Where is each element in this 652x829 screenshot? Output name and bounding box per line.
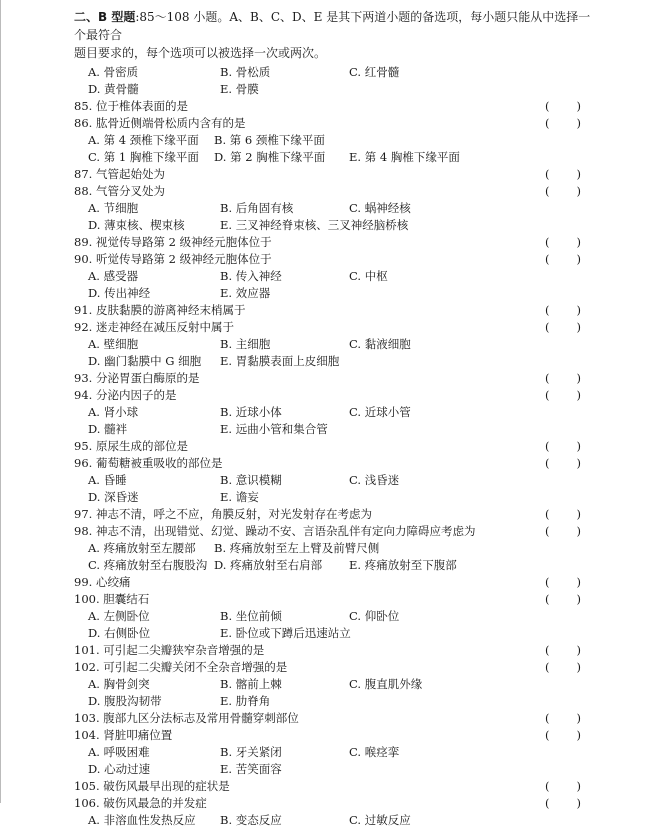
option-item: C. 近球小管 bbox=[349, 405, 411, 419]
answer-paren-close: ) bbox=[576, 167, 581, 181]
question-text: 92. 迷走神经在减压反射中属于 bbox=[74, 320, 234, 334]
answer-paren-close: ) bbox=[576, 728, 581, 742]
answer-paren-close: ) bbox=[576, 99, 581, 113]
section-heading: 二、B 型题 bbox=[74, 10, 136, 24]
option-row bbox=[74, 812, 592, 829]
option-item: A. 非溶血性发热反应 bbox=[88, 813, 196, 827]
answer-paren-close: ) bbox=[576, 116, 581, 130]
question-row bbox=[74, 302, 592, 319]
answer-paren-close: ) bbox=[576, 575, 581, 589]
option-row bbox=[74, 608, 592, 625]
answer-paren-close: ) bbox=[576, 507, 581, 521]
option-item: D. 第 2 胸椎下缘平面 bbox=[214, 150, 326, 164]
option-item: D. 深昏迷 bbox=[88, 490, 139, 504]
option-item: A. 胸骨剑突 bbox=[88, 677, 150, 691]
option-row bbox=[74, 472, 592, 489]
answer-paren-open: ( bbox=[545, 303, 550, 317]
answer-paren-close: ) bbox=[576, 235, 581, 249]
question-text: 93. 分泌胃蛋白酶原的是 bbox=[74, 371, 200, 385]
option-row bbox=[74, 676, 592, 693]
option-item: B. 骨松质 bbox=[220, 65, 271, 79]
option-item: D. 腹股沟韧带 bbox=[88, 694, 162, 708]
option-row bbox=[74, 540, 592, 557]
option-item: B. 髂前上棘 bbox=[220, 677, 282, 691]
question-row bbox=[74, 455, 592, 472]
answer-paren-open: ( bbox=[545, 99, 550, 113]
answer-paren-close: ) bbox=[576, 252, 581, 266]
question-text: 106. 破伤风最急的并发症 bbox=[74, 796, 207, 810]
option-item: E. 三叉神经脊束核、三叉神经脑桥核 bbox=[220, 218, 409, 232]
answer-paren-close: ) bbox=[576, 711, 581, 725]
question-row bbox=[74, 387, 592, 404]
question-row bbox=[74, 727, 592, 744]
option-item: B. 牙关紧闭 bbox=[220, 745, 282, 759]
option-item: C. 黏液细胞 bbox=[349, 337, 411, 351]
question-text: 95. 原尿生成的部位是 bbox=[74, 439, 188, 453]
answer-paren-close: ) bbox=[576, 303, 581, 317]
answer-paren-open: ( bbox=[545, 711, 550, 725]
option-item: C. 第 1 胸椎下缘平面 bbox=[88, 150, 199, 164]
intro-line-1 bbox=[74, 8, 592, 44]
option-item: A. 感受器 bbox=[88, 269, 139, 283]
question-row bbox=[74, 523, 592, 540]
option-item: B. 传入神经 bbox=[220, 269, 282, 283]
question-row bbox=[74, 251, 592, 268]
option-item: D. 黄骨髓 bbox=[88, 82, 139, 96]
question-row bbox=[74, 778, 592, 795]
option-row bbox=[74, 404, 592, 421]
option-item: E. 卧位或下蹲后迅速站立 bbox=[220, 626, 351, 640]
option-row bbox=[74, 64, 592, 81]
option-row bbox=[74, 217, 592, 234]
answer-paren-open: ( bbox=[545, 184, 550, 198]
question-row bbox=[74, 234, 592, 251]
option-row bbox=[74, 200, 592, 217]
question-text: 98. 神志不清，出现错觉、幻觉、躁动不安、言语杂乱伴有定向力障碍应考虑为 bbox=[74, 524, 476, 538]
option-item: E. 第 4 胸椎下缘平面 bbox=[349, 150, 460, 164]
answer-paren-open: ( bbox=[545, 167, 550, 181]
question-row bbox=[74, 319, 592, 336]
option-item: E. 效应器 bbox=[220, 286, 271, 300]
option-item: A. 壁细胞 bbox=[88, 337, 139, 351]
question-text: 103. 腹部九区分法标志及常用骨髓穿刺部位 bbox=[74, 711, 299, 725]
option-item: D. 髓袢 bbox=[88, 422, 128, 436]
answer-paren-close: ) bbox=[576, 643, 581, 657]
answer-paren-open: ( bbox=[545, 320, 550, 334]
answer-paren-close: ) bbox=[576, 320, 581, 334]
option-item: A. 节细胞 bbox=[88, 201, 139, 215]
question-text: 91. 皮肤黏膜的游离神经末梢属于 bbox=[74, 303, 246, 317]
option-item: C. 中枢 bbox=[349, 269, 388, 283]
option-item: E. 疼痛放射至下腹部 bbox=[349, 558, 457, 572]
question-text: 105. 破伤风最早出现的症状是 bbox=[74, 779, 230, 793]
question-text: 86. 肱骨近侧端骨松质内含有的是 bbox=[74, 116, 246, 130]
option-row bbox=[74, 489, 592, 506]
answer-paren-close: ) bbox=[576, 524, 581, 538]
question-row bbox=[74, 438, 592, 455]
option-item: A. 肾小球 bbox=[88, 405, 139, 419]
question-text: 104. 肾脏叩痛位置 bbox=[74, 728, 173, 742]
question-text: 102. 可引起二尖瓣关闭不全杂音增强的是 bbox=[74, 660, 288, 674]
question-text: 94. 分泌内因子的是 bbox=[74, 388, 177, 402]
answer-paren-open: ( bbox=[545, 728, 550, 742]
option-item: A. 疼痛放射至左腰部 bbox=[88, 541, 196, 555]
option-item: B. 第 6 颈椎下缘平面 bbox=[214, 133, 325, 147]
option-item: C. 喉痉挛 bbox=[349, 745, 400, 759]
question-row bbox=[74, 642, 592, 659]
option-row bbox=[74, 81, 592, 98]
option-item: E. 骨膜 bbox=[220, 82, 259, 96]
option-item: D. 心动过速 bbox=[88, 762, 151, 776]
question-list bbox=[74, 64, 592, 829]
answer-paren-open: ( bbox=[545, 235, 550, 249]
option-item: E. 谵妄 bbox=[220, 490, 259, 504]
option-item: C. 浅昏迷 bbox=[349, 473, 400, 487]
answer-paren-open: ( bbox=[545, 507, 550, 521]
option-item: B. 变态反应 bbox=[220, 813, 282, 827]
answer-paren-open: ( bbox=[545, 371, 550, 385]
option-item: B. 后角固有核 bbox=[220, 201, 294, 215]
option-item: D. 右侧卧位 bbox=[88, 626, 151, 640]
question-row bbox=[74, 183, 592, 200]
answer-paren-open: ( bbox=[545, 575, 550, 589]
question-text: 96. 葡萄糖被重吸收的部位是 bbox=[74, 456, 223, 470]
option-item: A. 昏睡 bbox=[88, 473, 127, 487]
option-row bbox=[74, 285, 592, 302]
question-text: 99. 心绞痛 bbox=[74, 575, 131, 589]
option-item: D. 疼痛放射至右肩部 bbox=[214, 558, 323, 572]
option-row bbox=[74, 149, 592, 166]
question-text: 87. 气管起始处为 bbox=[74, 167, 165, 181]
answer-paren-close: ) bbox=[576, 660, 581, 674]
question-row bbox=[74, 506, 592, 523]
answer-paren-open: ( bbox=[545, 796, 550, 810]
question-row bbox=[74, 166, 592, 183]
option-item: E. 苦笑面容 bbox=[220, 762, 282, 776]
option-item: E. 胃黏膜表面上皮细胞 bbox=[220, 354, 340, 368]
option-item: C. 腹直肌外缘 bbox=[349, 677, 423, 691]
option-row bbox=[74, 353, 592, 370]
answer-paren-close: ) bbox=[576, 184, 581, 198]
answer-paren-close: ) bbox=[576, 456, 581, 470]
option-row bbox=[74, 761, 592, 778]
option-item: A. 左侧卧位 bbox=[88, 609, 150, 623]
option-item: C. 蜗神经核 bbox=[349, 201, 411, 215]
answer-paren-open: ( bbox=[545, 439, 550, 453]
option-item: C. 仰卧位 bbox=[349, 609, 400, 623]
option-item: C. 红骨髓 bbox=[349, 65, 400, 79]
question-text: 90. 听觉传导路第 2 级神经元胞体位于 bbox=[74, 252, 272, 266]
answer-paren-close: ) bbox=[576, 779, 581, 793]
option-item: D. 薄束核、楔束核 bbox=[88, 218, 185, 232]
exam-page bbox=[74, 8, 592, 829]
answer-paren-open: ( bbox=[545, 252, 550, 266]
option-row bbox=[74, 268, 592, 285]
option-row bbox=[74, 132, 592, 149]
option-item: D. 幽门黏膜中 G 细胞 bbox=[88, 354, 202, 368]
question-text: 88. 气管分叉处为 bbox=[74, 184, 165, 198]
option-item: C. 过敏反应 bbox=[349, 813, 411, 827]
option-item: A. 呼吸困难 bbox=[88, 745, 150, 759]
option-row bbox=[74, 557, 592, 574]
question-row bbox=[74, 370, 592, 387]
option-item: B. 疼痛放射至左上臂及前臂尺侧 bbox=[214, 541, 380, 555]
question-row bbox=[74, 659, 592, 676]
option-item: E. 远曲小管和集合管 bbox=[220, 422, 328, 436]
question-row bbox=[74, 115, 592, 132]
option-item: A. 第 4 颈椎下缘平面 bbox=[88, 133, 199, 147]
option-row bbox=[74, 693, 592, 710]
answer-paren-close: ) bbox=[576, 439, 581, 453]
option-item: B. 意识模糊 bbox=[220, 473, 282, 487]
question-row bbox=[74, 574, 592, 591]
answer-paren-open: ( bbox=[545, 779, 550, 793]
answer-paren-close: ) bbox=[576, 371, 581, 385]
option-row bbox=[74, 421, 592, 438]
question-text: 85. 位于椎体表面的是 bbox=[74, 99, 188, 113]
question-text: 100. 胆囊结石 bbox=[74, 592, 150, 606]
option-row bbox=[74, 625, 592, 642]
answer-paren-open: ( bbox=[545, 660, 550, 674]
answer-paren-open: ( bbox=[545, 116, 550, 130]
option-item: B. 近球小体 bbox=[220, 405, 282, 419]
question-row bbox=[74, 591, 592, 608]
question-text: 97. 神志不清，呼之不应，角膜反射，对光发射存在考虑为 bbox=[74, 507, 372, 521]
answer-paren-open: ( bbox=[545, 388, 550, 402]
answer-paren-open: ( bbox=[545, 643, 550, 657]
option-item: C. 疼痛放射至右腹股沟 bbox=[88, 558, 208, 572]
option-row bbox=[74, 336, 592, 353]
answer-paren-close: ) bbox=[576, 796, 581, 810]
question-text: 101. 可引起二尖瓣狭窄杂音增强的是 bbox=[74, 643, 265, 657]
answer-paren-open: ( bbox=[545, 592, 550, 606]
answer-paren-close: ) bbox=[576, 388, 581, 402]
option-item: A. 骨密质 bbox=[88, 65, 139, 79]
question-row bbox=[74, 795, 592, 812]
option-row bbox=[74, 744, 592, 761]
question-row bbox=[74, 98, 592, 115]
answer-paren-open: ( bbox=[545, 456, 550, 470]
option-item: B. 主细胞 bbox=[220, 337, 271, 351]
answer-paren-open: ( bbox=[545, 524, 550, 538]
question-row bbox=[74, 710, 592, 727]
option-item: B. 坐位前倾 bbox=[220, 609, 282, 623]
intro-text-1: :85～108 小题。A、B、C、D、E 是其下两道小题的备选项，每小题只能从中选择一个最符合 bbox=[74, 10, 591, 42]
answer-paren-close: ) bbox=[576, 592, 581, 606]
intro-line-2: 题目要求的，每个选项可以被选择一次或两次。 bbox=[74, 46, 327, 60]
option-item: E. 肋脊角 bbox=[220, 694, 271, 708]
option-item: D. 传出神经 bbox=[88, 286, 151, 300]
question-text: 89. 视觉传导路第 2 级神经元胞体位于 bbox=[74, 235, 272, 249]
section-intro bbox=[74, 8, 592, 62]
